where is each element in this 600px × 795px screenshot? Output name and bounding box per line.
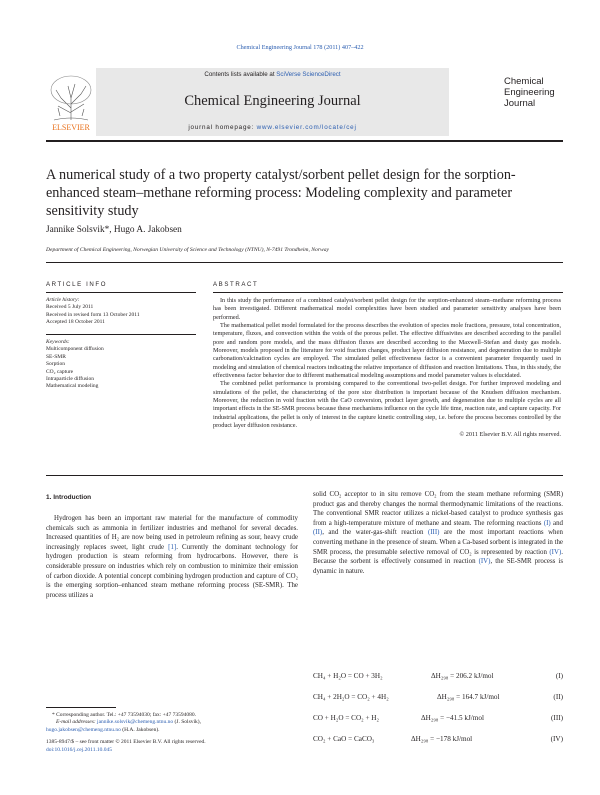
intro-text: Hydrogen has been an important raw material for the manufacture of commodity chemicals such as ammonia in fertilizer industries and methanol for several decades. Increased quantities of H₂ are now being used in petroleum refining as sour, heavy crude increasingly replaces sweet, light crude	[46, 515, 298, 551]
introduction-right-column	[313, 490, 563, 576]
history-accepted: Accepted 18 October 2011	[46, 319, 105, 326]
equation-lhs: CH₄ + 2H₂O = CO₂ + 4H₂	[313, 693, 389, 701]
elsevier-wordmark: ELSEVIER	[52, 123, 90, 132]
footnote	[46, 712, 298, 754]
intro-text: solid CO₂ acceptor to in situ remove CO₂ from the steam methane reforming (SMR) product gas and thereby changes the normal thermodynamic limitations of the reactions. The conventional SMR reactor utilizes a nickel-based catalyst to produce synthesis gas from a high-temperature mixture of methane and steam. The reforming reactions	[313, 491, 563, 527]
title-rule	[46, 262, 563, 263]
equation-number: (II)	[553, 693, 563, 701]
email-label: E-mail addresses:	[56, 719, 98, 726]
issn-line: 1385-8947/$ – see front matter © 2011 Elsevier B.V. All rights reserved.	[46, 739, 206, 746]
history-revised: Received in revised form 13 October 2011	[46, 311, 140, 318]
footnote-rule	[46, 707, 116, 708]
equation-link-III[interactable]: (III)	[427, 529, 440, 537]
contents-prefix: Contents lists available at	[204, 71, 277, 78]
keyword: Intraparticle diffusion	[46, 376, 95, 383]
abstract-rule	[213, 292, 563, 293]
article-authors: Jannike Solsvik*, Hugo A. Jakobsen	[46, 225, 182, 235]
intro-text: , and the water-gas-shift reaction	[322, 529, 428, 537]
keyword: Mathematical modeling	[46, 383, 99, 390]
equation-link-IV[interactable]: (IV)	[549, 548, 562, 556]
citation-link[interactable]: [1]	[168, 543, 177, 551]
copyright-notice: © 2011 Elsevier B.V. All rights reserved.	[459, 430, 561, 438]
journal-title: Chemical Engineering Journal	[184, 93, 361, 109]
email-link[interactable]: hugo.jakobsen@chemeng.ntnu.no	[46, 726, 121, 733]
article-history	[46, 297, 194, 327]
abstract-paragraph: The mathematical pellet model formulated for the process describes the evolution of species mole fractions, pressure, total concentration, temperature, fluxes, and convection within the voids of the porous pellet. The effective diffusivites are described according to the parallel pore and random pore models, and the mass diffusion fluxes are described according to the Maxwell–Stefan and dusty gas models. Moreover, models proposed in the literature for void fraction changes, product layer diffusion resistance, and degeneration due to multiple carbonation/calcination cycles are employed. The simulated pellet effectiveness factor is a convenient parameter frequently used in modeling and simulation of chemical reactors indicating the relative importance of diffusion and reaction limitations. Thus, in this study, the effectiveness factor behavior due to different mathematical modeling assumptions and model parameter values is elucidated.	[213, 322, 561, 380]
email-owner: (J. Solsvik),	[173, 719, 201, 726]
cover-line: Engineering	[504, 87, 555, 98]
equation-lhs: CH₄ + H₂O = CO + 3H₂	[313, 672, 383, 680]
equation-III	[313, 714, 563, 722]
info-rule	[46, 334, 196, 335]
elsevier-logo	[46, 68, 96, 136]
equation-lhs: CO + H₂O = CO₂ + H₂	[313, 714, 380, 722]
email-owner: (H.A. Jakobsen).	[120, 726, 160, 733]
equation-lhs: CO₂ + CaO = CaCO₃	[313, 735, 375, 743]
sciencedirect-link[interactable]: SciVerse ScienceDirect	[276, 71, 341, 78]
cover-title	[504, 76, 555, 109]
abstract-end-rule	[46, 475, 563, 476]
cover-line: Chemical	[504, 76, 544, 87]
article-info-heading: ARTICLE INFO	[46, 281, 108, 288]
journal-homepage	[96, 124, 449, 131]
keyword: SE-SMR	[46, 353, 66, 360]
equation-number: (IV)	[550, 735, 563, 743]
keyword: Sorption	[46, 361, 65, 368]
intro-text: are the most important reactions when converting methane in the presence of steam. When a Ca-based sorbent is integrated in the SMR process, the presumable selective removal of CO₂ is represented by reaction	[313, 529, 563, 556]
equation-I	[313, 672, 563, 680]
abstract-paragraph: In this study the performance of a combined catalyst/sorbent pellet design for the sorption-enhanced steam–methane reforming process has been investigated. Different mathematical model complexities have been studied and parameter sensitivity analyses have been performed.	[213, 297, 561, 321]
author-affiliation: Department of Chemical Engineering, Norwegian University of Science and Technology (NTNU), N-7491 Trondheim, Norway	[46, 247, 329, 253]
intro-text: . Currently the dominant technology for hydrogen production is steam reforming from hydrocarbons. However, there is considerable pressure on industries which rely on combustion to minimize their emission of carbon dioxide. A potential concept combining hydrogen production and capture of CO₂ is the emerging sorption–enhanced steam methane reforming process (SE-SMR). The process utilizes a	[46, 543, 298, 599]
email-link[interactable]: jannike.solsvik@chemeng.ntnu.no	[97, 719, 174, 726]
info-rule	[46, 292, 196, 293]
cover-line: Journal	[504, 98, 536, 109]
history-label: Article history:	[46, 297, 80, 303]
keywords	[46, 339, 194, 391]
doi-link[interactable]: doi:10.1016/j.cej.2011.10.045	[46, 746, 112, 753]
article-title: A numerical study of a two property catalyst/sorbent pellet design for the sorption-enhanced steam–methane reforming process: Modeling complexity and parameter sensitivity study	[46, 167, 516, 219]
introduction-heading: 1. Introduction	[46, 494, 92, 501]
equation-rhs: ΔH₂₉₈ = 206.2 kJ/mol	[431, 672, 494, 680]
history-received: Received 5 July 2011	[46, 304, 94, 311]
equation-number: (I)	[555, 672, 563, 680]
homepage-link[interactable]: www.elsevier.com/locate/cej	[256, 124, 357, 131]
journal-reference[interactable]: Chemical Engineering Journal 178 (2011) 407–422	[236, 44, 364, 51]
equation-rhs: ΔH₂₉₈ = −178 kJ/mol	[411, 735, 473, 743]
intro-text: . Because the sorbent is effectively consumed in reaction	[313, 548, 563, 566]
equation-number: (III)	[551, 714, 563, 722]
keyword: Multicomponent diffusion	[46, 346, 104, 353]
intro-text: and	[550, 519, 563, 527]
intro-text: , the SE-SMR process is dynamic in nature.	[313, 558, 563, 575]
equation-link-IV[interactable]: (IV)	[478, 558, 491, 566]
equation-link-II[interactable]: (II)	[313, 529, 323, 537]
equation-rhs: ΔH₂₉₈ = −41.5 kJ/mol	[421, 714, 484, 722]
masthead-rule	[46, 140, 563, 142]
abstract-body	[213, 297, 561, 439]
equation-rhs: ΔH₂₉₈ = 164.7 kJ/mol	[437, 693, 500, 701]
equation-II	[313, 693, 563, 701]
equation-link-I[interactable]: (I)	[543, 519, 551, 527]
homepage-prefix: journal homepage:	[188, 124, 257, 131]
abstract-heading: ABSTRACT	[213, 281, 259, 288]
abstract-paragraph: The combined pellet performance is promising compared to the conventional two-pellet design. For further improved modeling and simulations of the pellet, the characterizing of the pore size distribution is important because of the Knudsen diffusion mechanism. Moreover, the reduction in void fraction with the CaO conversion, product layer growth, and degeneration due to multiple cycles are all important effects in the SE-SMR process because these mechanisms influence on the cycle life time, reaction rate, and capture capacity. For industrial applications, the pellet is only of interest in the capture kinetic controlling step, i.e. before the process becomes controlled by the product layer diffusion resistance.	[213, 380, 561, 430]
equation-IV	[313, 735, 563, 743]
introduction-left-column	[46, 514, 298, 687]
keyword: CO₂ capture	[46, 368, 74, 375]
corresponding-author: * Corresponding author. Tel.: +47 73594030; fax: +47 73594080.	[52, 712, 196, 718]
keywords-label: Keywords:	[46, 339, 70, 345]
contents-availability	[96, 71, 449, 78]
